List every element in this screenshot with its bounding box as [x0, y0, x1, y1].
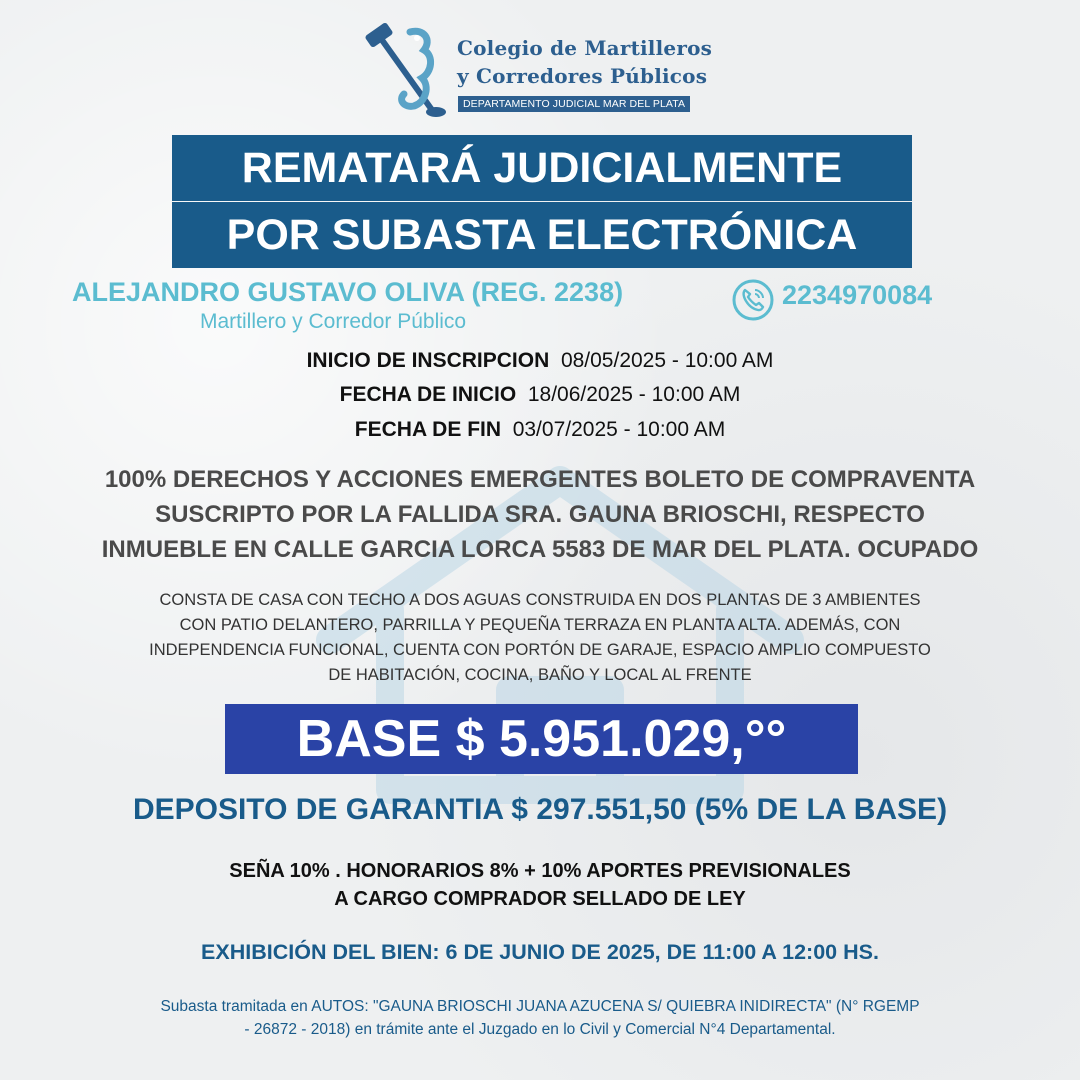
- logo-title-line1: Colegio de Martilleros: [457, 36, 713, 60]
- fees-info: [0, 857, 1080, 913]
- logo-department: DEPARTAMENTO JUDICIAL MAR DEL PLATA: [458, 96, 690, 112]
- description-line: CONSTA DE CASA CON TECHO A DOS AGUAS CONSTRUIDA EN DOS PLANTAS DE 3 AMBIENTES: [159, 591, 921, 609]
- guarantee-deposit: DEPOSITO DE GARANTIA $ 297.551,50 (5% DE LA BASE): [132, 793, 948, 826]
- fees-line: SEÑA 10% . HONORARIOS 8% + 10% APORTES PREVISIONALES: [229, 860, 851, 882]
- date-value: 08/05/2025 - 10:00 AM: [560, 349, 774, 372]
- footer-line: Subasta tramitada en AUTOS: "GAUNA BRIOSCHI JUANA AZUCENA S/ QUIEBRA INIDIRECTA" (N° RGEMP: [160, 998, 920, 1015]
- date-label: INICIO DE INSCRIPCION: [306, 349, 550, 372]
- auctioneer-role: Martillero y Corredor Público: [200, 310, 467, 333]
- fees-line: A CARGO COMPRADOR SELLADO DE LEY: [334, 888, 746, 910]
- date-row-end: [0, 418, 1080, 442]
- base-price: BASE $ 5.951.029,°°: [225, 704, 858, 774]
- description-line: DE HABITACIÓN, COCINA, BAÑO Y LOCAL AL FRENTE: [328, 666, 752, 684]
- headline-line: INMUEBLE EN CALLE GARCIA LORCA 5583 DE MAR DEL PLATA. OCUPADO: [101, 536, 979, 563]
- logo-title-line2: y Corredores Públicos: [457, 64, 708, 88]
- footer-line: - 26872 - 2018) en trámite ante el Juzgado en lo Civil y Comercial N°4 Departamental.: [244, 1021, 836, 1038]
- date-label: FECHA DE INICIO: [339, 383, 517, 406]
- date-value: 18/06/2025 - 10:00 AM: [527, 383, 741, 406]
- property-headline: [0, 462, 1080, 567]
- date-value: 03/07/2025 - 10:00 AM: [512, 418, 726, 441]
- property-description: [0, 588, 1080, 688]
- description-line: INDEPENDENCIA FUNCIONAL, CUENTA CON PORTÓN DE GARAJE, ESPACIO AMPLIO COMPUESTO: [149, 641, 931, 659]
- exhibition-info: EXHIBICIÓN DEL BIEN: 6 DE JUNIO DE 2025, DE 11:00 A 12:00 HS.: [201, 940, 879, 964]
- title-line1: REMATARÁ JUDICIALMENTE: [172, 135, 912, 201]
- date-row-start: [0, 383, 1080, 407]
- case-footer: [0, 995, 1080, 1041]
- headline-line: SUSCRIPTO POR LA FALLIDA SRA. GAUNA BRIOSCHI, RESPECTO: [155, 501, 925, 528]
- phone-number: 2234970084: [782, 280, 933, 310]
- date-label: FECHA DE FIN: [354, 418, 502, 441]
- phone-icon: [731, 278, 775, 322]
- headline-line: 100% DERECHOS Y ACCIONES EMERGENTES BOLETO DE COMPRAVENTA: [104, 466, 976, 493]
- organization-logo: [362, 22, 722, 122]
- title-line2: POR SUBASTA ELECTRÓNICA: [172, 202, 912, 268]
- auctioneer-name: ALEJANDRO GUSTAVO OLIVA (REG. 2238): [72, 277, 624, 307]
- date-row-registration: [0, 349, 1080, 373]
- gavel-seahorse-logo-icon: [362, 22, 454, 122]
- description-line: CON PATIO DELANTERO, PARRILLA Y PEQUEÑA TERRAZA EN PLANTA ALTA. ADEMÁS, CON: [179, 616, 901, 634]
